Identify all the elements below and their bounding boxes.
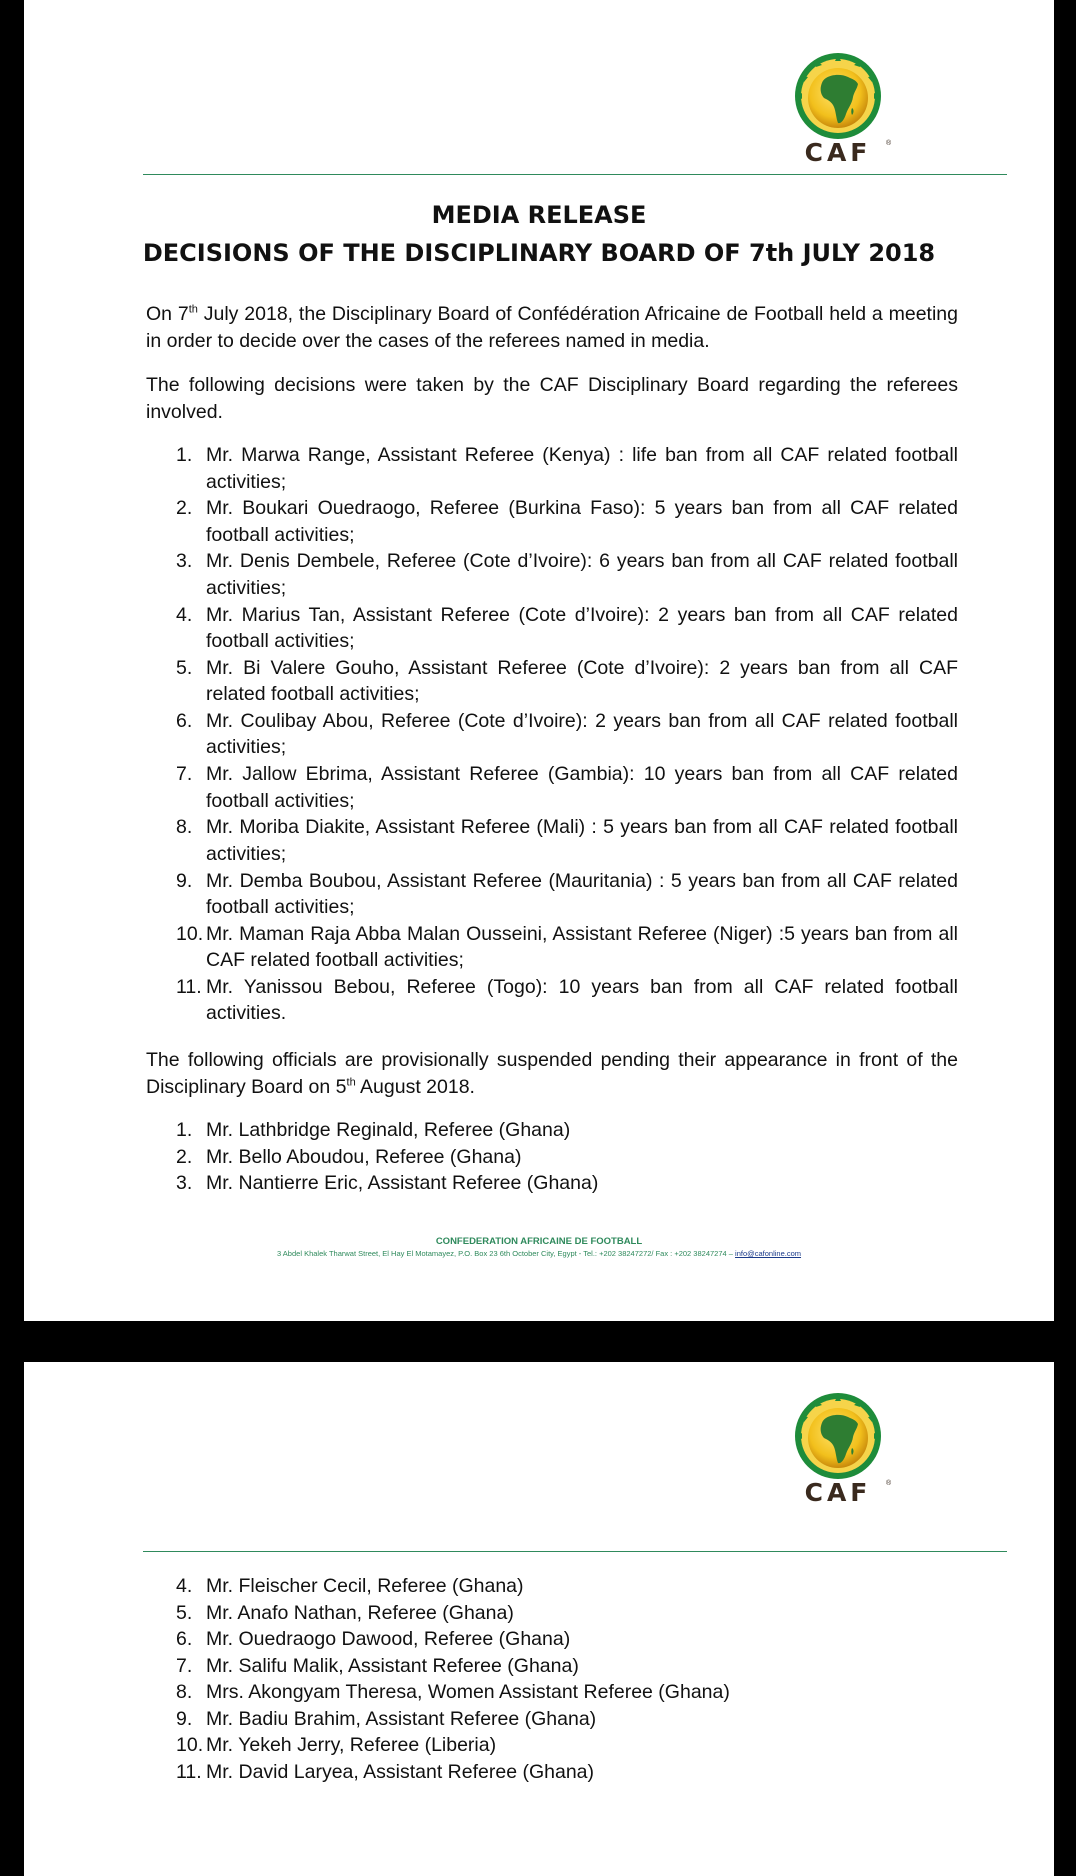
list-item-text: Mr. Maman Raja Abba Malan Ousseini, Assistant Referee (Niger) :5 years ban from all CAF related football activities; [206, 922, 958, 972]
list-item [24, 442, 958, 495]
list-item-number: 2. [176, 497, 193, 520]
caf-logo [786, 1392, 902, 1507]
list-item [24, 1600, 806, 1627]
registered-mark: ® [886, 140, 892, 147]
page-title: MEDIA RELEASE [431, 201, 647, 229]
list-item-text: Mr. Marwa Range, Assistant Referee (Kenya) : life ban from all CAF related football activities; [206, 444, 958, 493]
list-item [24, 1117, 806, 1144]
list-item [24, 1706, 806, 1733]
list-item-text: Mr. Fleischer Cecil, Referee (Ghana) [206, 1575, 524, 1597]
header-divider [143, 1551, 1007, 1552]
list-item-text: Mr. Marius Tan, Assistant Referee (Cote d’Ivoire): 2 years ban from all CAF related football activities; [206, 603, 958, 653]
list-item-text: Mr. Moriba Diakite, Assistant Referee (Mali) : 5 years ban from all CAF related football activities; [206, 816, 958, 865]
caf-logo [786, 52, 902, 167]
list-item-number: 9. [176, 869, 193, 892]
list-item [24, 1170, 806, 1197]
list-item-number: 11. [176, 1760, 202, 1783]
list-item-text: Mr. David Laryea, Assistant Referee (Ghana) [206, 1760, 595, 1783]
list-item-text: Mr. Coulibay Abou, Referee (Cote d’Ivoire): 2 years ban from all CAF related football activities; [206, 709, 958, 759]
list-item-text: Mr. Yekeh Jerry, Referee (Liberia) [206, 1734, 497, 1756]
list-item [24, 708, 958, 761]
list-item-number: 5. [176, 1601, 193, 1624]
list-item [24, 814, 958, 867]
list-item-text: Mr. Yanissou Bebou, Referee (Togo): 10 years ban from all CAF related football activities. [206, 975, 958, 1025]
list-item [24, 1144, 806, 1171]
suspended-list-page-1 [24, 1117, 806, 1197]
document-page-1 [24, 0, 1054, 1321]
list-item [24, 1679, 806, 1706]
list-item [24, 602, 958, 655]
list-item-number: 8. [176, 816, 193, 839]
list-item [24, 1573, 806, 1600]
list-item-text: Mrs. Akongyam Theresa, Women Assistant Referee (Ghana) [206, 1681, 730, 1703]
list-item-number: 7. [176, 1654, 193, 1677]
list-item [24, 921, 958, 974]
decisions-list [24, 442, 958, 1027]
list-item-text: Mr. Nantierre Eric, Assistant Referee (Ghana) [206, 1172, 599, 1194]
list-item-text: Mr. Ouedraogo Dawood, Referee (Ghana) [206, 1628, 571, 1650]
list-item-number: 3. [176, 550, 193, 573]
caf-emblem-icon [786, 52, 890, 142]
list-item-text: Mr. Lathbridge Reginald, Referee (Ghana) [206, 1119, 571, 1141]
caf-emblem-icon [786, 1392, 890, 1482]
list-item-number: 6. [176, 709, 193, 732]
caf-logo-text: CAF [804, 138, 872, 167]
list-item-number: 7. [176, 763, 193, 786]
list-item [24, 761, 958, 814]
suspension-paragraph: The following officials are provisionally suspended pending their appearance in front of the Disciplinary Board on 5th August 2018. [146, 1049, 958, 1098]
list-item-number: 6. [176, 1628, 193, 1650]
list-item [24, 1626, 806, 1653]
list-item-text: Mr. Anafo Nathan, Referee (Ghana) [206, 1601, 514, 1624]
list-item-number: 4. [176, 1575, 193, 1597]
list-item-number: 3. [176, 1172, 193, 1194]
list-item-number: 9. [176, 1707, 193, 1730]
list-item [24, 655, 958, 708]
footer-address: 3 Abdel Khalek Tharwat Street, El Hay El Motamayez, P.O. Box 23 6th October City, Egypt - Tel.: +202 38247272/ Fax : +202 38247274 – info@cafonline.com [276, 1249, 802, 1258]
suspended-list-page-2 [24, 1573, 806, 1785]
header-divider [143, 174, 1007, 175]
footer-email-link[interactable]: info@cafonline.com [735, 1249, 802, 1258]
list-item [24, 495, 958, 548]
list-item-number: 4. [176, 603, 193, 626]
list-item [24, 1653, 806, 1680]
intro-paragraph: On 7th July 2018, the Disciplinary Board of Confédération Africaine de Football held a meeting in order to decide over the cases of the referees named in media. [146, 303, 958, 352]
list-item-number: 1. [176, 1119, 193, 1141]
list-item-number: 2. [176, 1145, 193, 1168]
list-item-text: Mr. Bello Aboudou, Referee (Ghana) [206, 1145, 522, 1168]
list-item-text: Mr. Badiu Brahim, Assistant Referee (Ghana) [206, 1707, 597, 1730]
list-item [24, 548, 958, 601]
caf-logo-text: CAF [804, 1478, 872, 1507]
list-item [24, 974, 958, 1027]
document-page-2 [24, 1362, 1054, 1876]
list-item-text: Mr. Denis Dembele, Referee (Cote d’Ivoire): 6 years ban from all CAF related football activities; [206, 550, 958, 599]
list-item-text: Mr. Salifu Malik, Assistant Referee (Ghana) [206, 1654, 579, 1677]
list-item [24, 1732, 806, 1759]
list-item-number: 1. [176, 444, 193, 466]
registered-mark: ® [886, 1480, 892, 1487]
footer-organization: CONFEDERATION AFRICAINE DE FOOTBALL [435, 1236, 643, 1247]
list-item-number: 10. [176, 922, 204, 945]
page-subtitle: DECISIONS OF THE DISCIPLINARY BOARD OF 7th JULY 2018 [142, 239, 936, 267]
list-item-text: Mr. Bi Valere Gouho, Assistant Referee (Cote d’Ivoire): 2 years ban from all CAF related football activities; [206, 656, 958, 706]
list-item-text: Mr. Boukari Ouedraogo, Referee (Burkina Faso): 5 years ban from all CAF related football activities; [206, 497, 958, 546]
list-item [24, 868, 958, 921]
decisions-intro: The following decisions were taken by the CAF Disciplinary Board regarding the referees involved. [146, 374, 958, 423]
list-item-number: 5. [176, 656, 193, 679]
list-item-number: 10. [176, 1734, 204, 1756]
list-item-number: 11. [176, 975, 202, 998]
list-item-text: Mr. Jallow Ebrima, Assistant Referee (Gambia): 10 years ban from all CAF related football activities; [206, 763, 958, 812]
list-item-number: 8. [176, 1681, 193, 1703]
list-item-text: Mr. Demba Boubou, Assistant Referee (Mauritania) : 5 years ban from all CAF related football activities; [206, 869, 958, 918]
list-item [24, 1759, 806, 1786]
